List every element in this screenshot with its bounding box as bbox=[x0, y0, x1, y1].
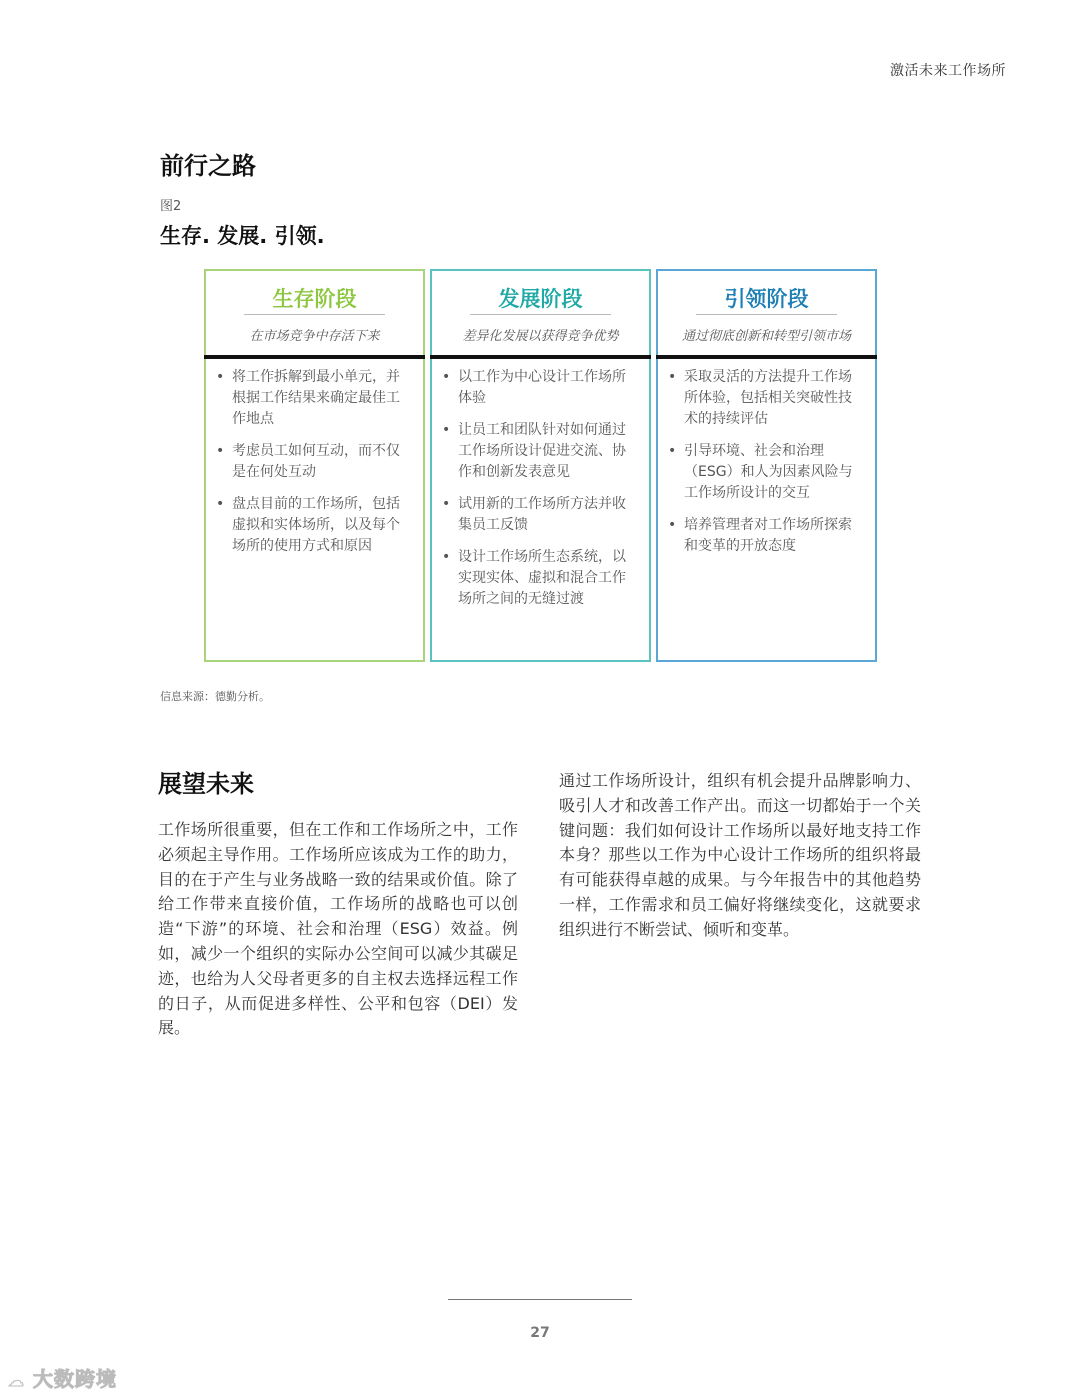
body-paragraph-right: 通过工作场所设计，组织有机会提升品牌影响力、吸引人才和改善工作产出。而这一切都始于一个关键问题：我们如何设计工作场所以最好地支持工作本身？那些以工作为中心设计工作场所的组织将最有可能获得卓越的成果。与今年报告中的其他趋势一样，工作需求和员工偏好将继续变化，这就要求组织进行不断尝试、倾听和变革。 bbox=[559, 771, 921, 939]
list-item: • 将工作拆解到最小单元，并根据工作结果来确定最佳工作地点 bbox=[216, 367, 413, 430]
list-item: • 培养管理者对工作场所探索和变革的开放态度 bbox=[668, 515, 865, 557]
stage-card-lead bbox=[656, 269, 877, 662]
stage-subtitle: 通过彻底创新和转型引领市场 bbox=[681, 329, 851, 344]
stage-name: 发展阶段 bbox=[498, 287, 583, 311]
list-item: • 考虑员工如何互动，而不仅是在何处互动 bbox=[216, 441, 413, 483]
stage-bullet-list bbox=[432, 359, 649, 610]
stage-bullet-list bbox=[206, 359, 423, 557]
list-item: • 让员工和团队针对如何通过工作场所设计促进交流、协作和创新发表意见 bbox=[442, 420, 639, 483]
stage-card-thrive bbox=[430, 269, 651, 662]
page-number: 27 bbox=[530, 1325, 550, 1341]
divider bbox=[244, 314, 385, 315]
list-item: • 引导环境、社会和治理（ESG）和人为因素风险与工作场所设计的交互 bbox=[668, 441, 865, 504]
section-title-looking-ahead: 展望未来 bbox=[158, 770, 254, 798]
figure-label: 图2 bbox=[160, 199, 182, 214]
stage-subtitle: 差异化发展以获得竞争优势 bbox=[462, 329, 619, 344]
body-paragraph-left: 工作场所很重要，但在工作和工作场所之中，工作必须起主导作用。工作场所应该成为工作的助力，目的在于产生与业务战略一致的结果或价值。除了给工作带来直接价值，工作场所的战略也可以创造“下游”的环境、社会和治理（ESG）效益。例如，减少一个组织的实际办公空间可以减少其碳足迹，也给为人父母者更多的自主权去选择远程工作的日子，从而促进多样性、公平和包容（DEI）发展。 bbox=[158, 820, 518, 1038]
divider bbox=[696, 314, 837, 315]
figure-title: 生存. 发展. 引领. bbox=[160, 224, 325, 248]
list-item: • 盘点目前的工作场所，包括虚拟和实体场所，以及每个场所的使用方式和原因 bbox=[216, 494, 413, 557]
footer-divider bbox=[448, 1299, 632, 1300]
watermark-icon: ☁ bbox=[8, 1371, 25, 1390]
stage-card-survive bbox=[204, 269, 425, 662]
list-item: • 试用新的工作场所方法并收集员工反馈 bbox=[442, 494, 639, 536]
stage-subtitle: 在市场竞争中存活下来 bbox=[249, 329, 380, 344]
running-header: 激活未来工作场所 bbox=[890, 63, 1006, 79]
watermark-text: 大数跨境 bbox=[32, 1367, 117, 1391]
stage-bullet-list bbox=[658, 359, 875, 557]
list-item: • 设计工作场所生态系统，以实现实体、虚拟和混合工作场所之间的无缝过渡 bbox=[442, 547, 639, 610]
list-item: • 以工作为中心设计工作场所体验 bbox=[442, 367, 639, 409]
list-item: • 采取灵活的方法提升工作场所体验，包括相关突破性技术的持续评估 bbox=[668, 367, 865, 430]
watermark-logo bbox=[8, 1363, 117, 1392]
figure-source: 信息来源：德勤分析。 bbox=[160, 690, 270, 703]
stage-name: 引领阶段 bbox=[724, 287, 809, 311]
section-title-path-forward: 前行之路 bbox=[160, 152, 256, 180]
divider bbox=[470, 314, 611, 315]
stage-name: 生存阶段 bbox=[272, 287, 357, 311]
